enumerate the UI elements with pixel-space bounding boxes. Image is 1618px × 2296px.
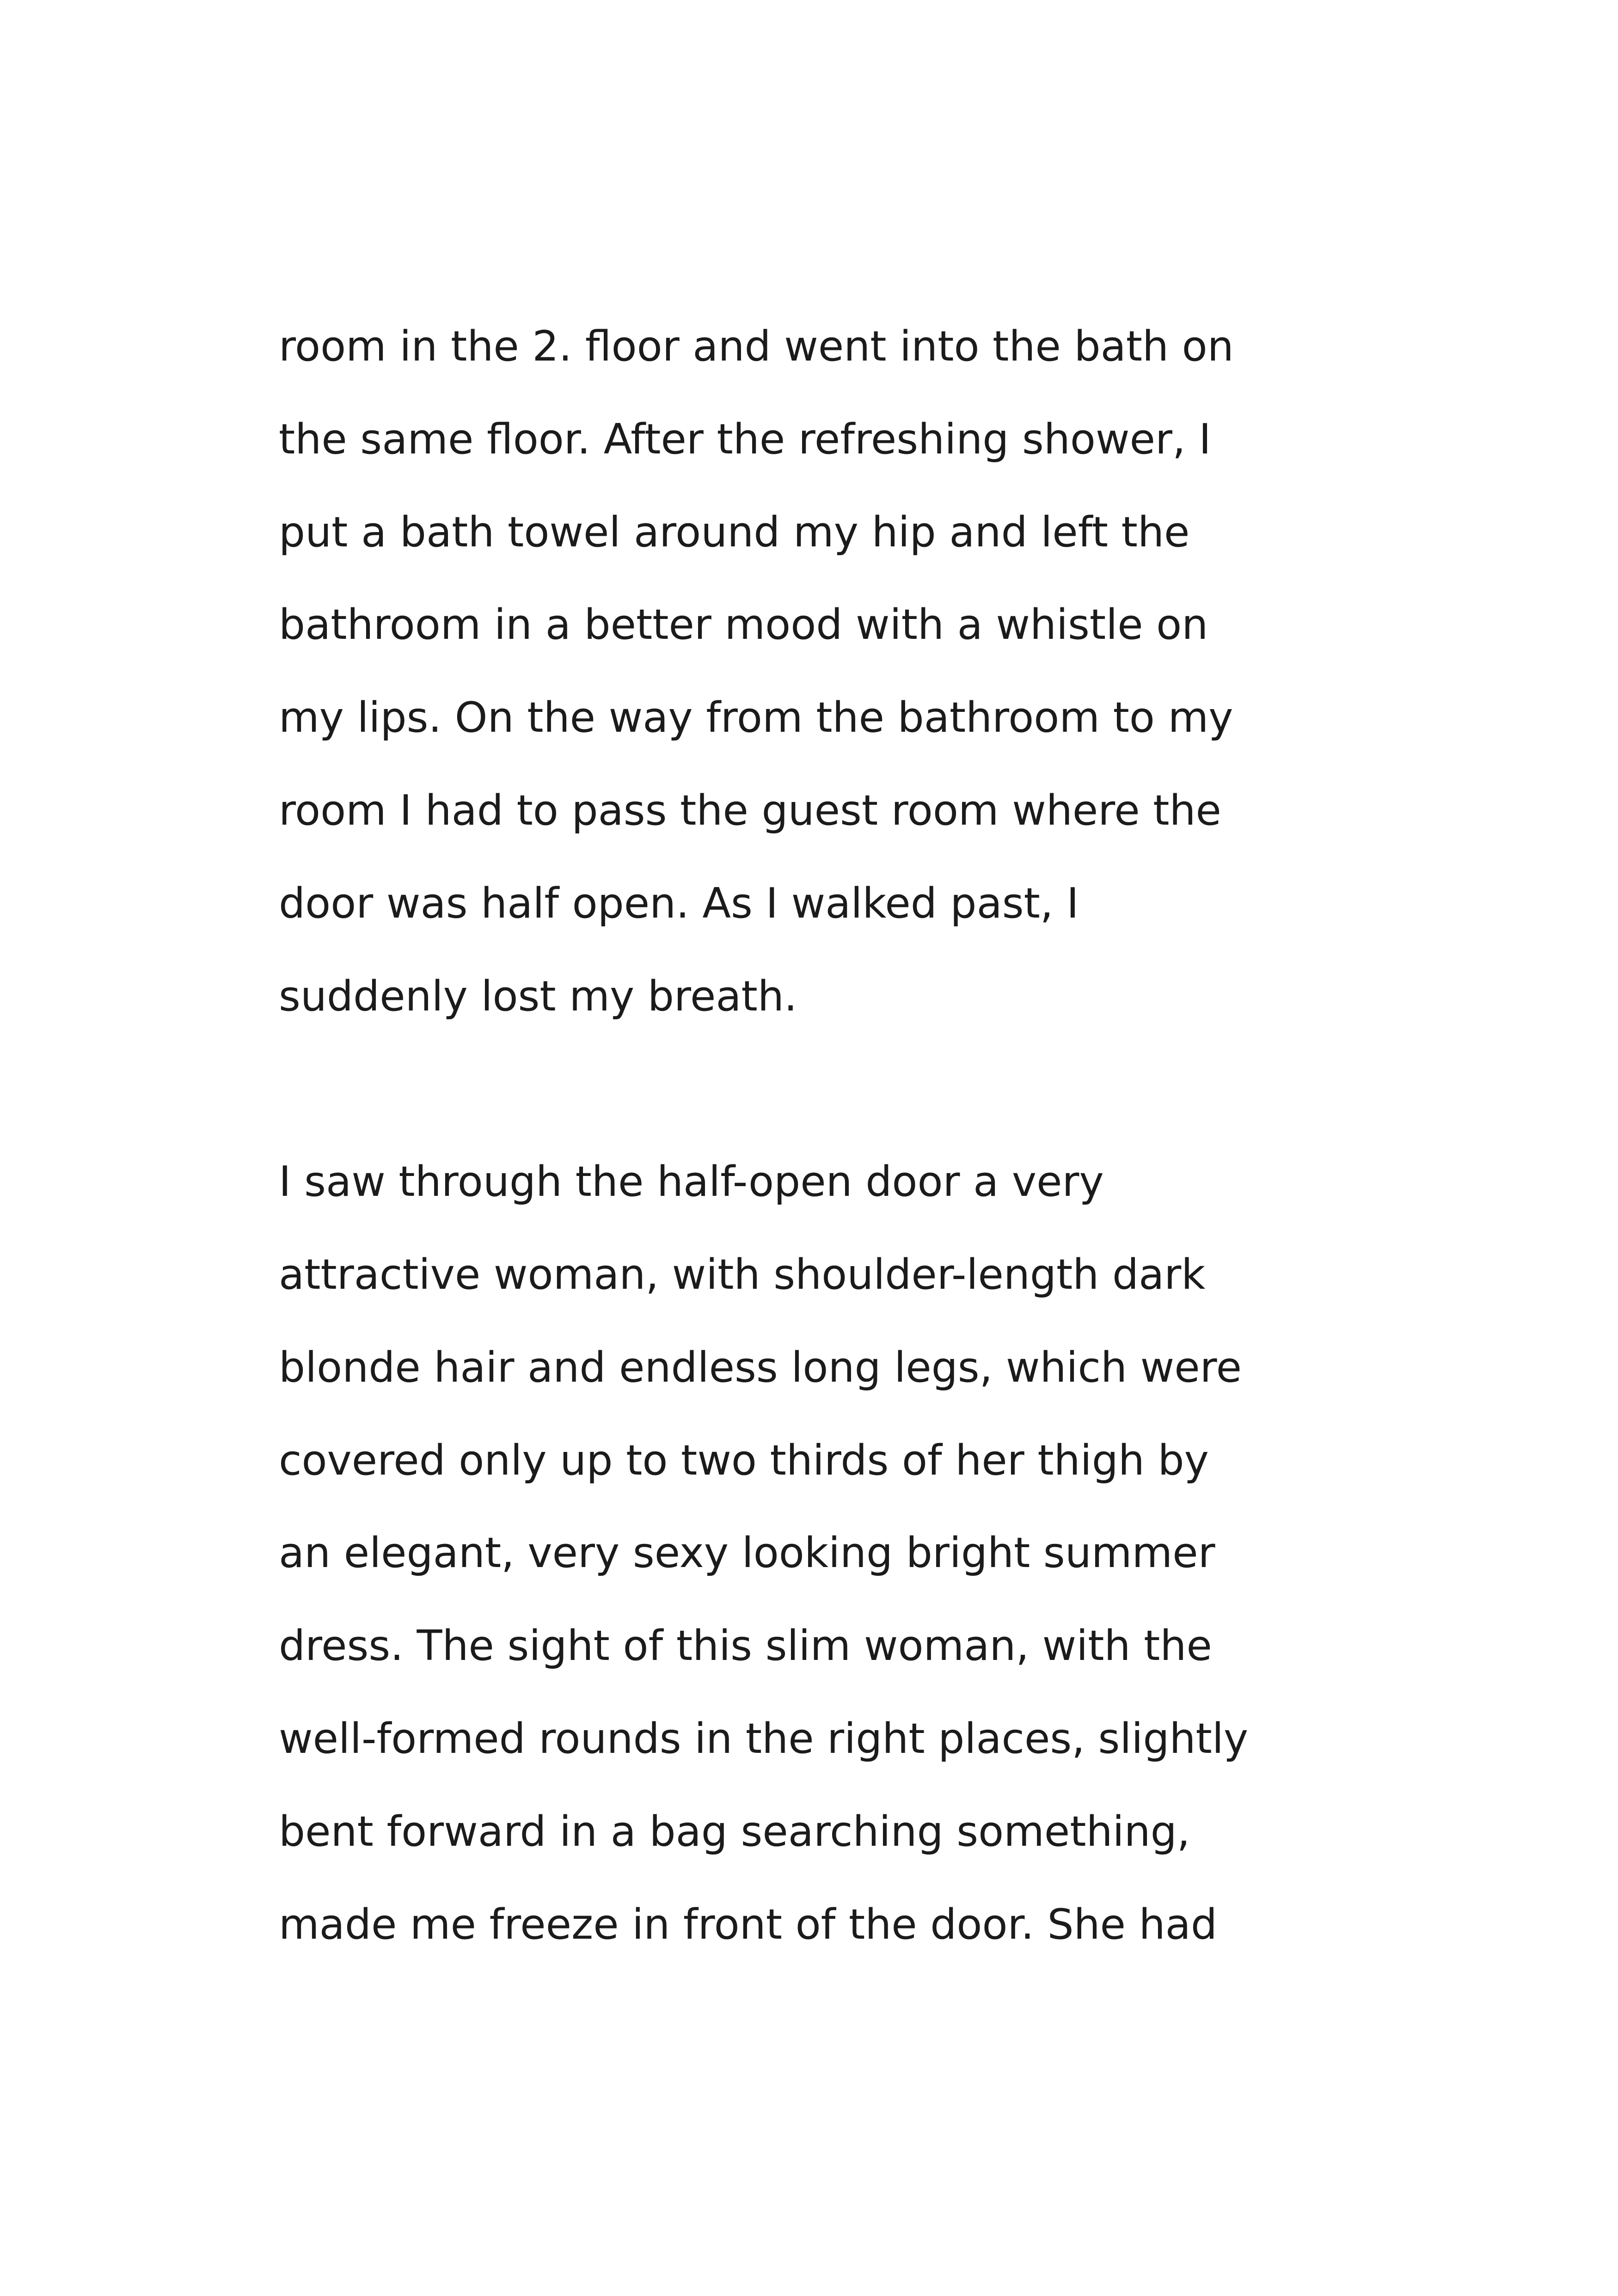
- text-line: made me freeze in front of the door. She had: [279, 1900, 1217, 1949]
- text-line: room I had to pass the guest room where the: [279, 786, 1221, 835]
- text-line: door was half open. As I walked past, I: [279, 879, 1079, 928]
- text-line: an elegant, very sexy looking bright summer: [279, 1529, 1215, 1577]
- text-line: covered only up to two thirds of her thigh by: [279, 1436, 1209, 1485]
- text-line: put a bath towel around my hip and left the: [279, 508, 1190, 557]
- text-line: attractive woman, with shoulder-length dark: [279, 1250, 1206, 1299]
- text-line: bathroom in a better mood with a whistle on: [279, 600, 1208, 649]
- text-line: well-formed rounds in the right places, slightly: [279, 1714, 1249, 1763]
- text-line: room in the 2. floor and went into the bath on: [279, 322, 1234, 371]
- text-line: I saw through the half-open door a very: [279, 1157, 1104, 1206]
- text-line: blonde hair and endless long legs, which were: [279, 1343, 1242, 1392]
- text-line: my lips. On the way from the bathroom to my: [279, 693, 1233, 742]
- text-line: the same floor. After the refreshing shower, I: [279, 415, 1211, 464]
- text-line: dress. The sight of this slim woman, with the: [279, 1622, 1212, 1670]
- text-line: bent forward in a bag searching something,: [279, 1807, 1190, 1856]
- text-line: suddenly lost my breath.: [279, 972, 797, 1021]
